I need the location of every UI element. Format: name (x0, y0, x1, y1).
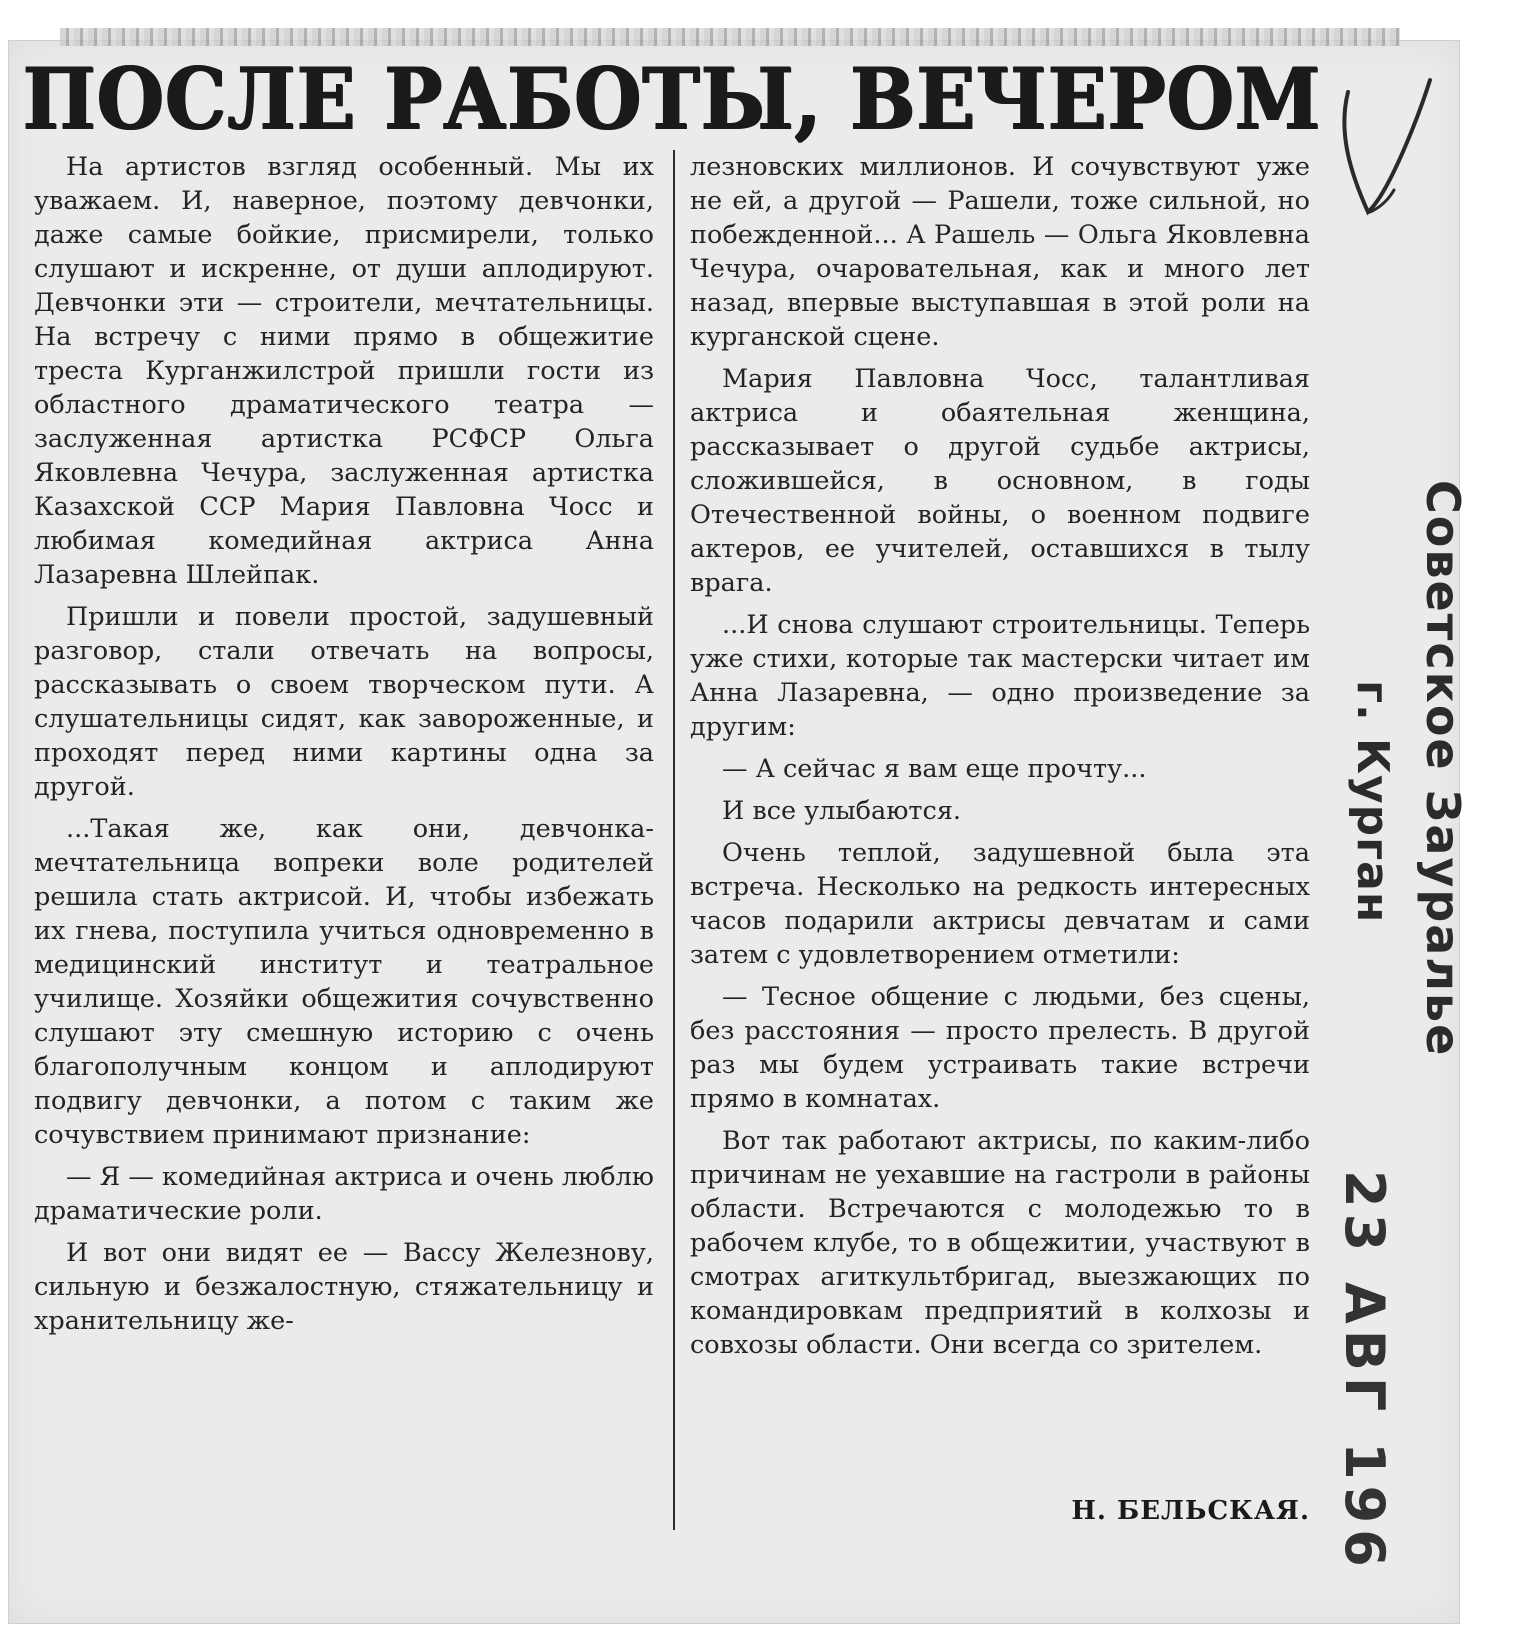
paragraph: ...И снова слушают строительницы. Теперь уже стихи, которые так мастерски читает им Анна Лазаревна, — одно произведение за другим: (690, 610, 1310, 742)
article-headline: ПОСЛЕ РАБОТЫ, ВЕЧЕРОМ (22, 49, 1321, 148)
paragraph: Вот так работают актрисы, по каким-либо причинам не уехавшие на гастроли в районы области. Встречаются с молодежью то в рабочем клубе, то в общежитии, участвуют в смотрах агиткультбригад, выезжающих по командировкам предприятий в колхозы и совхозы области. Они всегда со зрителем. (690, 1126, 1310, 1360)
author-signature: Н. БЕЛЬСКАЯ. (1071, 1496, 1310, 1526)
paragraph: На артистов взгляд особенный. Мы их уважаем. И, наверное, поэтому девчонки, даже самые бойкие, присмирели, только слушают и искренне, от души аплодируют. Девчонки эти — строители, мечтательницы. На встречу с ними прямо в общежитие треста Курганжилстрой пришли гости из областного драматического театра — заслуженная артистка РСФСР Ольга Яковлевна Чечура, заслуженная артистка Казахской ССР Мария Павловна Чосс и любимая комедийная актриса Анна Лазаревна Шлейпак. (34, 152, 654, 590)
paragraph: И все улыбаются. (722, 796, 962, 826)
newspaper-name-stamp: Советское Зауралье (1416, 480, 1470, 1058)
paragraph: лезновских миллионов. И сочувствуют уже не ей, а другой — Рашели, тоже сильной, но побежденной... А Рашель — Ольга Яковлевна Чечура, очаровательная, как и много лет назад, впервые выступавшая в этой роли на курганской сцене. (690, 152, 1310, 352)
paragraph: — Я — комедийная актриса и очень люблю драматические роли. (34, 1162, 654, 1226)
pencil-check-mark-icon (1330, 72, 1450, 222)
torn-edge (60, 28, 1400, 46)
right-column (690, 150, 1310, 1370)
city-stamp: г. Курган (1347, 680, 1398, 924)
paragraph: Мария Павловна Чосс, талантливая актриса и обаятельная женщина, рассказывает о другой судьбе актрисы, сложившейся, в основном, в годы Отечественной войны, о военном подвиге актеров, ее учителей, оставшихся в тылу врага. (690, 364, 1310, 598)
left-column (34, 150, 654, 1346)
paragraph: ...Такая же, как они, девчонка-мечтательница вопреки воле родителей решила стать актрисой. И, чтобы избежать их гнева, поступила учиться одновременно в медицинский институт и театральное училище. Хозяйки общежития сочувственно слушают эту смешную историю с очень благополучным концом и аплодируют подвигу девчонки, а потом с таким же сочувствием принимают признание: (34, 814, 654, 1150)
paragraph: И вот они видят ее — Вассу Железнову, сильную и безжалостную, стяжательницу и хранительницу же- (34, 1238, 654, 1336)
column-divider (673, 150, 675, 1530)
paragraph: — А сейчас я вам еще прочту... (722, 754, 1147, 784)
paragraph: — Тесное общение с людьми, без сцены, без расстояния — просто прелесть. В другой раз мы будем устраивать такие встречи прямо в комнатах. (690, 982, 1310, 1114)
date-stamp: 23 АВГ 196 (1333, 1170, 1396, 1573)
paragraph: Очень теплой, задушевной была эта встреча. Несколько на редкость интересных часов подарили актрисы девчатам и сами затем с удовлетворением отметили: (690, 838, 1310, 970)
paragraph: Пришли и повели простой, задушевный разговор, стали отвечать на вопросы, рассказывать о своем творческом пути. А слушательницы сидят, как завороженные, и проходят перед ними картины одна за другой. (34, 602, 654, 802)
